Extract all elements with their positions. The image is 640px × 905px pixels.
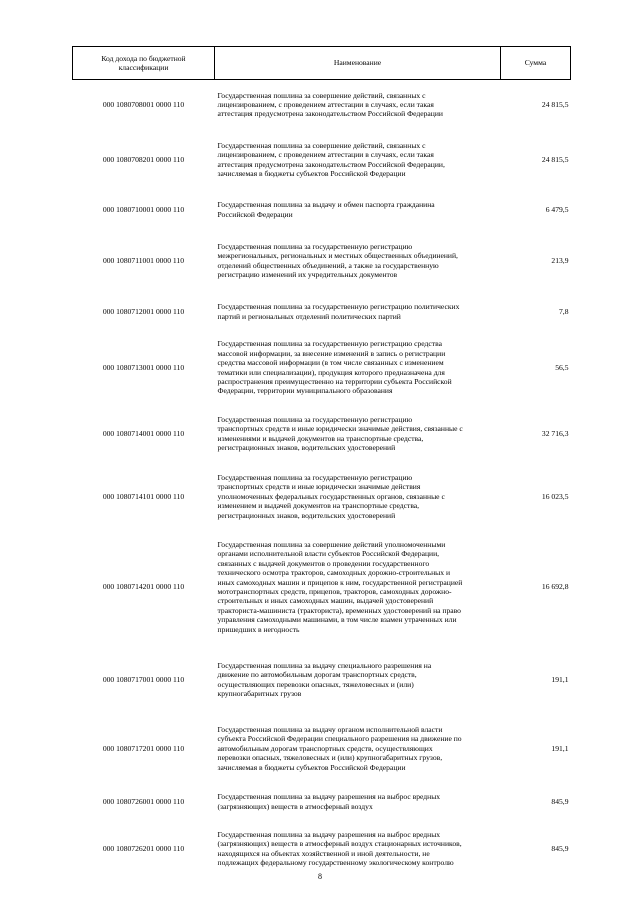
row-sum: 191,1 (551, 674, 569, 684)
row-sum: 191,1 (551, 743, 569, 753)
table-row (73, 404, 571, 464)
row-name: Государственная пошлина за государственную регистрацию межрегиональных, региональных и местных общественных объединений, отделений общественных объединений, а также за государственную регистрацию изменений их учредительных документов (217, 241, 458, 279)
row-name: Государственная пошлина за государственную регистрацию средства массовой информации, за внесение изменений в запись о регистрации средства массовой информации (в том числе связанных с изменением тематики или специализации), продукция которого предназначена для распространения преимущественно на территории субъекта Российской Федерации, территории муниципального образования (217, 339, 452, 396)
header-name: Наименование (215, 47, 501, 80)
revenue-table (72, 46, 571, 877)
row-code: 000 1080708201 0000 110 (102, 154, 185, 164)
row-sum: 24 815,5 (541, 154, 569, 164)
row-code: 000 1080717201 0000 110 (102, 743, 185, 753)
row-sum: 24 815,5 (541, 100, 569, 110)
row-name: Государственная пошлина за выдачу разрешения на выброс вредных (загрязняющих) веществ в атмосферный воздух стационарных источников, находящихся на объектах хозяйственной и иной деятельности, не подлежащих федеральному государственному экологическому контролю (217, 829, 462, 867)
table-header-row (73, 47, 571, 80)
row-sum: 845,9 (551, 796, 569, 806)
row-name: Государственная пошлина за выдачу разрешения на выброс вредных (загрязняющих) веществ в атмосферный воздух (217, 792, 441, 811)
table-row (73, 332, 571, 404)
row-sum: 7,8 (559, 306, 569, 316)
row-code: 000 1080714101 0000 110 (102, 491, 185, 501)
row-code: 000 1080710001 0000 110 (102, 204, 185, 214)
row-name: Государственная пошлина за совершение действий, связанных с лицензированием, с проведением аттестации в случаях, если такая аттестация предусмотрена законодательством Российской Федерации, зачисляемая в бюджеты субъектов Российской Федерации (217, 140, 445, 178)
row-name: Государственная пошлина за выдачу органом исполнительной власти субъекта Российской Федерации специального разрешения на движение по автомобильным дорогам транспортных средств, осуществляющих перевозки опасных, тяжеловесных и (или) крупногабаритных грузов, зачисляемая в бюджеты субъектов Российской Федерации (217, 724, 462, 772)
row-code: 000 1080726201 0000 110 (102, 843, 185, 853)
table-row (73, 645, 571, 715)
table-row (73, 292, 571, 332)
row-sum: 16 692,8 (541, 582, 569, 592)
header-code: Код дохода по бюджетной классификации (73, 47, 215, 80)
header-sum: Сумма (501, 47, 571, 80)
row-sum: 56,5 (555, 362, 569, 372)
table-row (73, 230, 571, 292)
table-row (73, 190, 571, 230)
table-row (73, 80, 571, 130)
table-row (73, 821, 571, 877)
row-name: Государственная пошлина за совершение действий уполномоченными органами исполнительной власти субъектов Российской Федерации, связанных с выдачей документов о проведении государственного технического осмотра тракторов, самоходных дорожно-строительных и иных самоходных машин и прицепов к ним, государственной регистрацией мототранспортных средств, прицепов, тракторов, самоходных дорожно- строительных и иных самоходных машин, выдачей удостоверений тракториста-машиниста (тракториста), временных удостоверений на право управления самоходными машинами, в том числе взамен утраченных или пришедших в негодность (217, 539, 463, 634)
row-sum: 32 716,3 (541, 428, 569, 438)
row-code: 000 1080711001 0000 110 (102, 255, 185, 265)
row-sum: 213,9 (551, 255, 569, 265)
row-name: Государственная пошлина за государственную регистрацию транспортных средств и иные юридически значимые действия, связанные с изменениями и выдачей документов на транспортные средства, регистрационных знаков, водительских удостоверений (217, 414, 463, 452)
row-code: 000 1080726001 0000 110 (102, 796, 185, 806)
row-name: Государственная пошлина за государственную регистрацию политических партий и региональных отделений политических партий (217, 302, 460, 321)
row-code: 000 1080712001 0000 110 (102, 306, 185, 316)
table-row (73, 464, 571, 530)
row-sum: 845,9 (551, 843, 569, 853)
row-code: 000 1080708001 0000 110 (102, 100, 185, 110)
row-code: 000 1080714001 0000 110 (102, 428, 185, 438)
page-number: 8 (318, 872, 322, 881)
table-row (73, 715, 571, 783)
row-name: Государственная пошлина за выдачу специального разрешения на движение по автомобильным дорогам транспортных средств, осуществляющих перевозки опасных, тяжеловесных и (или) крупногабаритных грузов (217, 660, 432, 698)
row-sum: 16 023,5 (541, 491, 569, 501)
table-row (73, 783, 571, 821)
row-name: Государственная пошлина за совершение действий, связанных с лицензированием, с проведением аттестации в случаях, если такая аттестация предусмотрена законодательством Российской Федерации (217, 90, 443, 119)
row-code: 000 1080714201 0000 110 (102, 582, 185, 592)
row-code: 000 1080713001 0000 110 (102, 362, 185, 372)
row-name: Государственная пошлина за государственную регистрацию транспортных средств и иные юридически значимые действия уполномоченных федеральных государственных органов, связанные с изменением и выдачей документов на транспортные средства, регистрационных знаков, водительских удостоверений (217, 472, 445, 520)
row-name: Государственная пошлина за выдачу и обмен паспорта гражданина Российской Федерации (217, 200, 435, 219)
table-row (73, 130, 571, 190)
table-row (73, 530, 571, 645)
row-sum: 6 479,5 (545, 204, 569, 214)
row-code: 000 1080717001 0000 110 (102, 674, 185, 684)
